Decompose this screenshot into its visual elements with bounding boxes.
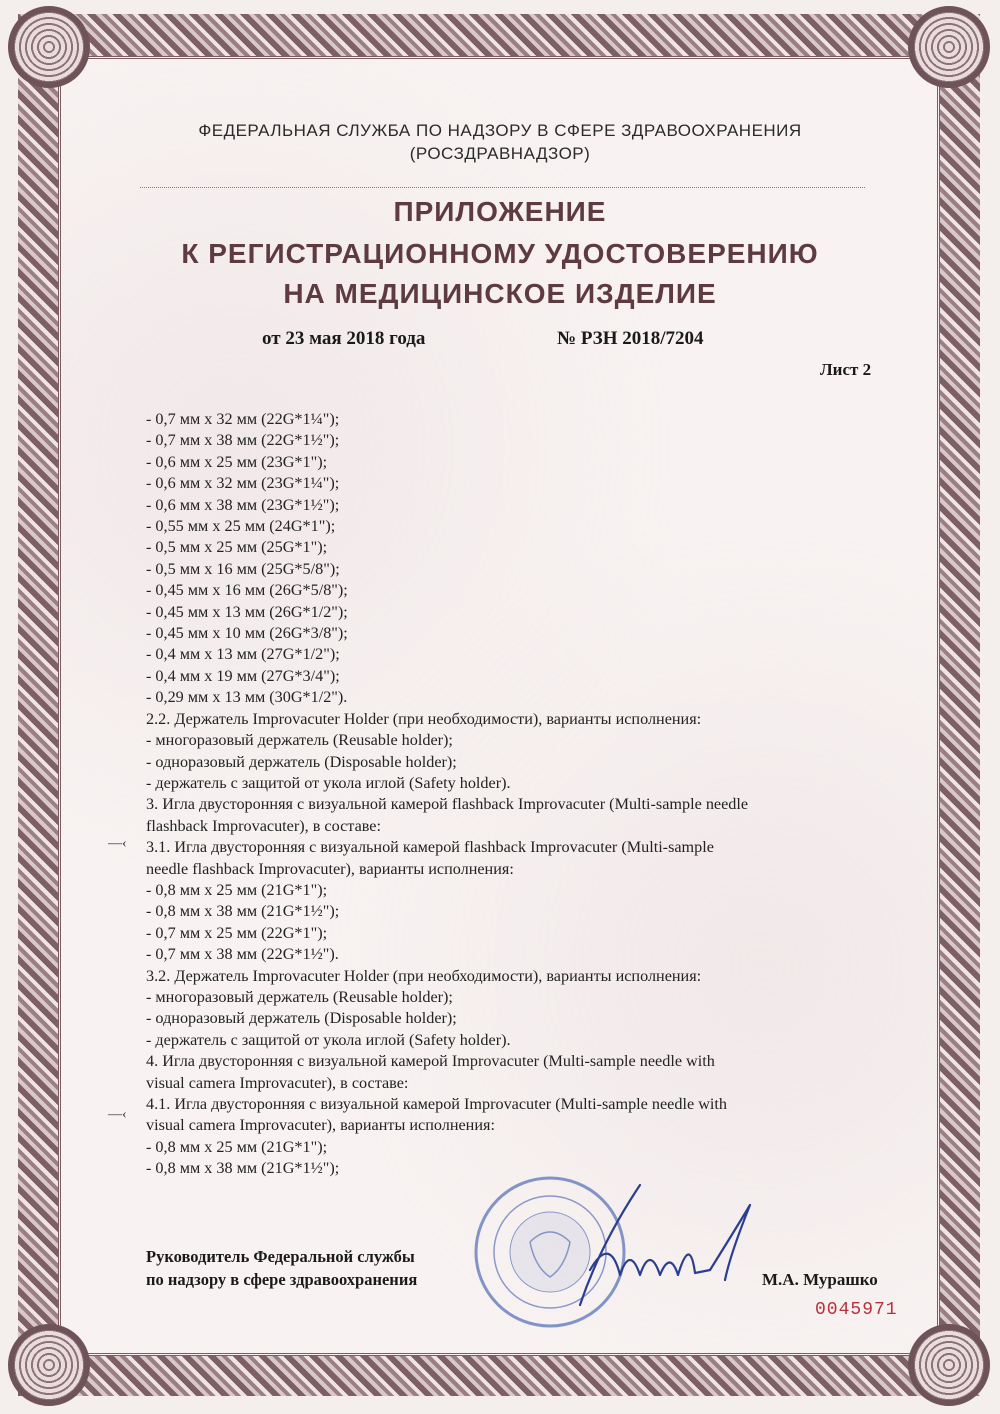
body-line: - 0,8 мм х 38 мм (21G*1½"); [146,902,340,921]
body-line: visual camera Improvacuter), варианты исполнения: [146,1116,495,1135]
body-line: needle flashback Improvacuter), варианты исполнения: [146,859,514,878]
corner-ornament [8,6,90,88]
body-line: - 0,29 мм х 13 мм (30G*1/2"). [146,688,348,707]
body-line: - 0,8 мм х 25 мм (21G*1"); [146,1137,328,1156]
body-line: - одноразовый держатель (Disposable holder); [146,1009,457,1028]
body-line: - 0,55 мм х 25 мм (24G*1"); [146,517,336,536]
body-line: - одноразовый держатель (Disposable holder); [146,752,457,771]
body-line: - 0,45 мм х 13 мм (26G*1/2"); [146,602,348,621]
handwritten-mark: —‹ [108,1107,127,1122]
agency-name: ФЕДЕРАЛЬНАЯ СЛУЖБА ПО НАДЗОРУ В СФЕРЕ ЗДРАВООХРАНЕНИЯ [198,121,802,140]
body-line: - 0,7 мм х 38 мм (22G*1½"). [146,945,339,964]
handwritten-mark: —‹ [108,836,127,851]
corner-ornament [908,1324,990,1406]
body-line: - 0,4 мм х 19 мм (27G*3/4"); [146,666,340,685]
body-line: - держатель с защитой от укола иглой (Safety holder). [146,773,511,792]
document-subtitle: НА МЕДИЦИНСКОЕ ИЗДЕЛИЕ [283,278,717,309]
signer-position: Руководитель Федеральной службы [146,1247,415,1266]
document-body [146,409,906,1180]
serial-number: 0045971 [815,1300,898,1320]
body-line: - держатель с защитой от укола иглой (Safety holder). [146,1030,511,1049]
signer-position: по надзору в сфере здравоохранения [146,1270,418,1289]
body-line: - 0,8 мм х 38 мм (21G*1½"); [146,1159,340,1178]
body-line: 4. Игла двусторонняя с визуальной камерой Improvacuter (Multi-sample needle with [146,1052,715,1071]
body-line: 3.2. Держатель Improvacuter Holder (при необходимости), варианты исполнения: [146,966,702,985]
body-line: - 0,8 мм х 25 мм (21G*1"); [146,880,328,899]
body-line: 4.1. Игла двусторонняя с визуальной камерой Improvacuter (Multi-sample needle with [146,1095,727,1113]
body-line: - 0,4 мм х 13 мм (27G*1/2"); [146,645,340,664]
document-title: ПРИЛОЖЕНИЕ [393,196,607,227]
agency-abbreviation: (РОСЗДРАВНАДЗОР) [409,144,591,163]
body-line: - 0,7 мм х 25 мм (22G*1"); [146,923,328,942]
body-line: - 0,5 мм х 16 мм (25G*5/8"); [146,559,340,578]
body-line: - 0,7 мм х 32 мм (22G*1¼"); [146,410,340,428]
document-subtitle: К РЕГИСТРАЦИОННОМУ УДОСТОВЕРЕНИЮ [181,238,819,269]
handwritten-signature [560,1175,760,1315]
body-line: 3.1. Игла двусторонняя с визуальной камерой flashback Improvacuter (Multi-sample [146,838,714,857]
body-line: - многоразовый держатель (Reusable holder); [146,987,453,1006]
body-line: - 0,45 мм х 16 мм (26G*5/8"); [146,581,348,600]
body-line: visual camera Improvacuter), в составе: [146,1073,409,1092]
body-line: 3. Игла двусторонняя с визуальной камерой flashback Improvacuter (Multi-sample needle [146,795,749,814]
body-line: - 0,5 мм х 25 мм (25G*1"); [146,538,328,557]
signer-name: М.А. Мурашко [762,1270,878,1289]
body-line: flashback Improvacuter), в составе: [146,816,381,835]
body-line: - 0,6 мм х 38 мм (23G*1½"); [146,495,340,514]
corner-ornament [8,1324,90,1406]
issue-date: от 23 мая 2018 года [262,328,426,349]
divider [140,187,865,188]
body-line: - 0,6 мм х 25 мм (23G*1"); [146,452,328,471]
body-line: - 0,45 мм х 10 мм (26G*3/8"); [146,624,348,643]
body-line: - 0,6 мм х 32 мм (23G*1¼"); [146,474,340,493]
registration-number: № РЗН 2018/7204 [557,328,704,349]
body-line: - 0,7 мм х 38 мм (22G*1½"); [146,431,340,450]
body-line: 2.2. Держатель Improvacuter Holder (при необходимости), варианты исполнения: [146,709,702,728]
corner-ornament [908,6,990,88]
body-line: - многоразовый держатель (Reusable holder); [146,731,453,750]
sheet-number: Лист 2 [820,360,872,379]
